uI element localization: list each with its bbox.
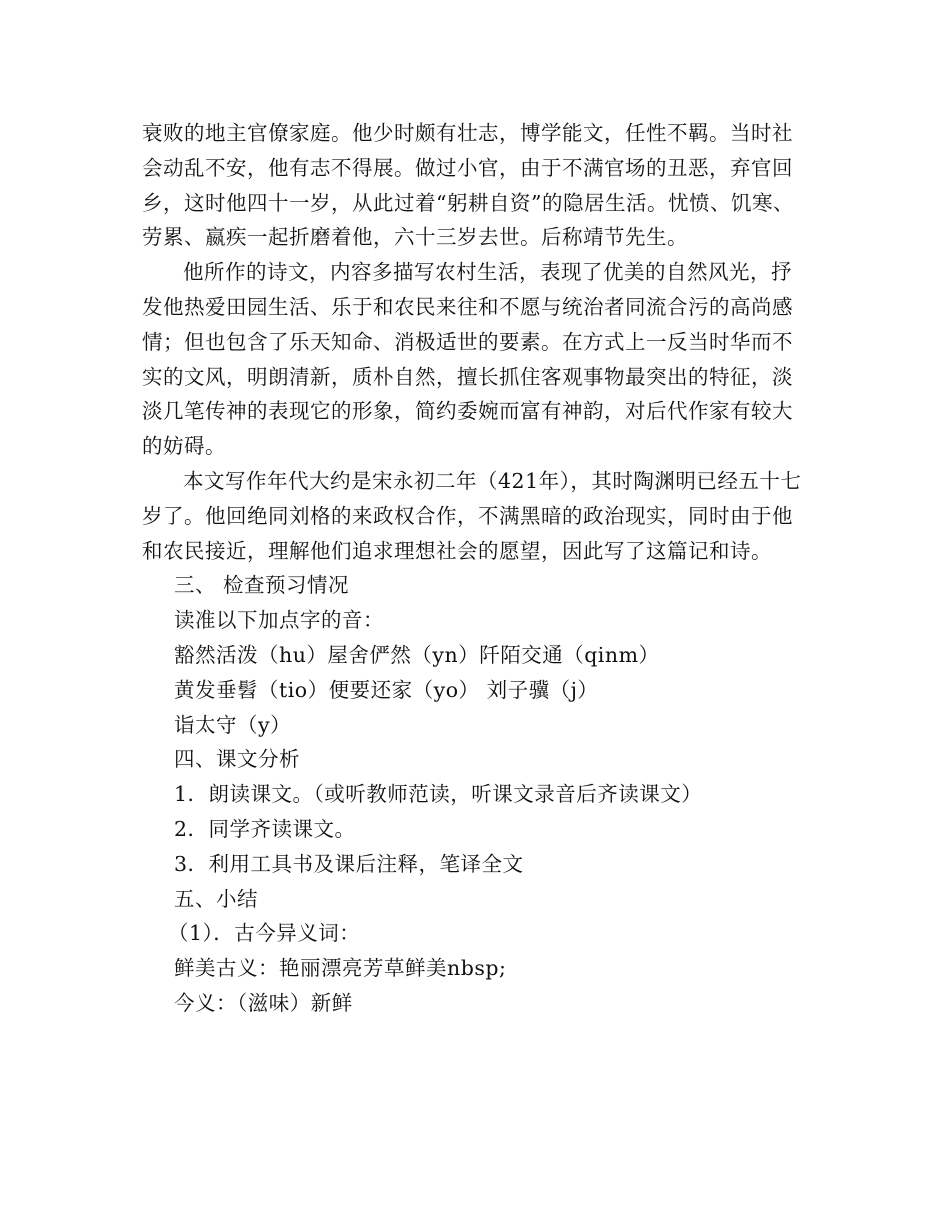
paragraph-poetry-style: 他所作的诗文，内容多描写农村生活，表现了优美的自然风光，抒发他热爱田园生活、乐于和农民来往和不愿与统治者同流合污的高尚感情；但也包含了乐天知命、消极适世的要素。在方式上一反当时华而不实的文风，明朗清新，质朴自然，擅长抓住客观事物最突出的特征，淡淡几笔传神的表现它的形象，简约委婉而富有神韵，对后代作家有较大的妨碍。 xyxy=(142,260,793,459)
instruction-pronunciation: 读准以下加点字的音： xyxy=(174,608,384,633)
section-heading-text-analysis: 四、课文分析 xyxy=(174,747,300,772)
paragraph-writing-background: 本文写作年代大约是宋永初二年（421年），其时陶渊明已经五十七岁了。他回绝同刘格的来政权合作，不满黑暗的政治现实，同时由于他和农民接近，理解他们追求理想社会的愿望，因此写了这篇记和诗。 xyxy=(142,468,802,563)
pronunciation-list-1: 豁然活泼（hu）屋舍俨然（yn）阡陌交通（qinm） xyxy=(174,642,660,667)
summary-item-ancient-modern-words: （1）．古今异义词： xyxy=(168,921,361,946)
word-xianmei-ancient-meaning: 鲜美古义：艳丽漂亮芳草鲜美nbsp; xyxy=(174,956,507,981)
document-body xyxy=(142,116,812,1021)
pronunciation-list-2: 黄发垂髫（tio）便要还家（yo） 刘子骥（j） xyxy=(174,677,599,702)
analysis-step-1: 1．朗读课文。（或听教师范读，听课文录音后齐读课文） xyxy=(174,782,703,807)
section-heading-preview-check: 三、 检查预习情况 xyxy=(174,573,350,598)
word-xianmei-modern-meaning: 今义：（滋味）新鲜 xyxy=(174,990,353,1015)
pronunciation-list-3: 诣太守（y） xyxy=(174,712,292,737)
analysis-step-3: 3．利用工具书及课后注释，笔译全文 xyxy=(174,851,524,876)
paragraph-biography: 衰败的地主官僚家庭。他少时颇有壮志，博学能文，任性不羁。当时社会动乱不安，他有志不得展。做过小官，由于不满官场的丑恶，弃官回乡，这时他四十一岁，从此过着“躬耕自资”的隐居生活。忧愤、饥寒、劳累、嬴疾一起折磨着他，六十三岁去世。后称靖节先生。 xyxy=(142,121,794,250)
section-heading-summary: 五、小结 xyxy=(174,886,258,911)
analysis-step-2: 2．同学齐读课文。 xyxy=(174,816,356,841)
